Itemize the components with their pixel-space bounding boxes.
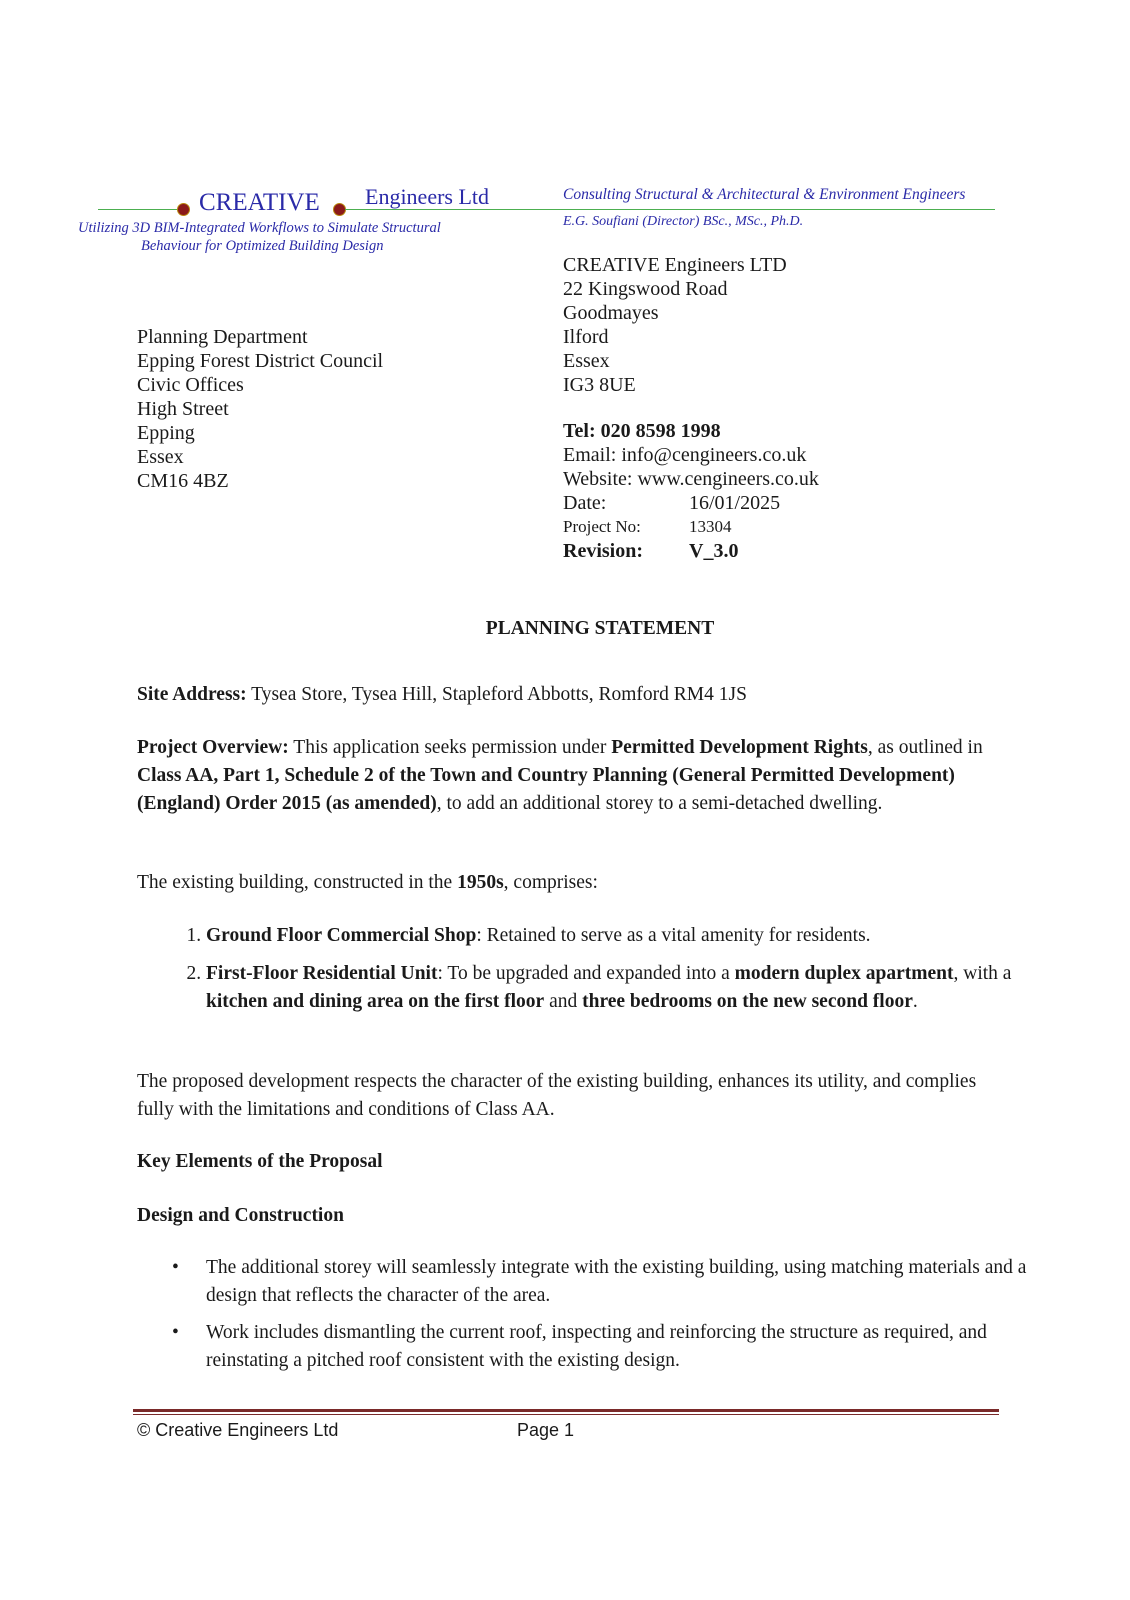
date-label: Date: (563, 492, 607, 514)
sender-line: IG3 8UE (563, 374, 636, 396)
project-value: 13304 (689, 517, 732, 536)
footer-rule-bottom (133, 1414, 999, 1415)
date-value: 16/01/2025 (689, 492, 781, 514)
brand-engineers: Engineers Ltd (365, 184, 490, 209)
tagline-line1: Utilizing 3D BIM-Integrated Workflows to Simulate Structural (78, 220, 441, 236)
meta-project (563, 515, 819, 539)
sender-website: Website: www.cengineers.co.uk (563, 468, 819, 490)
brand-line-left (98, 209, 183, 210)
recipient-address (137, 325, 383, 493)
overview-bold: Class AA, Part 1, Schedule 2 of the Town and Country Planning (General Permitted Development) (England) Order 2015 (as amended) (137, 765, 955, 814)
recipient-line: Civic Offices (137, 374, 244, 396)
sender-tel: Tel: 020 8598 1998 (563, 420, 721, 442)
sender-line: 22 Kingswood Road (563, 278, 728, 300)
footer-copyright: © Creative Engineers Ltd (137, 1420, 339, 1440)
building-items (137, 922, 1066, 1026)
item-bold: kitchen and dining area on the first floor (206, 991, 545, 1012)
recipient-line: CM16 4BZ (137, 470, 229, 492)
item-text: : Retained to serve as a vital amenity for residents. (476, 925, 871, 946)
existing-text: The existing building, constructed in the (137, 872, 458, 893)
item-text: , with a (953, 963, 1012, 984)
overview-text: , as outlined in (867, 737, 983, 758)
meta-revision (563, 539, 819, 563)
brand-dot-left (177, 203, 190, 216)
sender-email: Email: info@cengineers.co.uk (563, 444, 807, 466)
site-value: Tysea Store, Tysea Hill, Stapleford Abbotts, Romford RM4 1JS (246, 684, 747, 705)
recipient-line: Epping Forest District Council (137, 350, 384, 372)
director-line: E.G. Soufiani (Director) BSc., MSc., Ph.D. (563, 214, 804, 229)
item-text: and (544, 991, 583, 1012)
brand-creative: CREATIVE (199, 189, 320, 216)
revision-value: V_3.0 (689, 540, 739, 562)
design-bullets (137, 1254, 1066, 1384)
heading-design: Design and Construction (137, 1205, 344, 1226)
sender-address (563, 253, 819, 563)
revision-label: Revision: (563, 540, 643, 562)
list-item (206, 922, 1066, 950)
list-item: • The additional storey will seamlessly integrate with the existing building, using matching materials and a design that reflects the character of the area. (206, 1254, 1066, 1310)
recipient-line: Epping (137, 422, 195, 444)
document-title: PLANNING STATEMENT (485, 618, 715, 639)
recipient-line: Essex (137, 446, 184, 468)
overview-text: , to add an additional storey to a semi-detached dwelling. (436, 793, 883, 814)
site-label: Site Address: (137, 684, 247, 705)
site-address (137, 681, 997, 709)
footer-rule-top (133, 1409, 999, 1412)
sender-line: Ilford (563, 326, 609, 348)
item-text: : To be upgraded and expanded into a (437, 963, 735, 984)
item-bold: modern duplex apartment (734, 963, 954, 984)
item-bold: First-Floor Residential Unit (206, 963, 438, 984)
tagline-line2: Behaviour for Optimized Building Design (141, 238, 384, 254)
list-item (206, 960, 1066, 1016)
overview-bold: Permitted Development Rights (611, 737, 868, 758)
project-label: Project No: (563, 517, 641, 536)
consulting-line: Consulting Structural & Architectural & Environment Engineers (563, 186, 966, 203)
sender-line: Essex (563, 350, 610, 372)
meta-date (563, 491, 819, 515)
item-bold: Ground Floor Commercial Shop (206, 925, 477, 946)
heading-key-elements: Key Elements of the Proposal (137, 1151, 383, 1172)
footer-page-number: Page 1 (517, 1420, 575, 1440)
proposed-paragraph: The proposed development respects the character of the existing building, enhances its utility, and complies fully with the limitations and conditions of Class AA. (137, 1071, 977, 1120)
list-item: • Work includes dismantling the current roof, inspecting and reinforcing the structure as required, and reinstating a pitched roof consistent with the existing design. (206, 1319, 1066, 1375)
overview-text: This application seeks permission under (288, 737, 612, 758)
existing-building (137, 869, 997, 897)
sender-line: CREATIVE Engineers LTD (563, 254, 787, 276)
recipient-line: Planning Department (137, 326, 308, 348)
overview-label: Project Overview: (137, 737, 289, 758)
existing-bold: 1950s (457, 872, 504, 893)
project-overview (137, 734, 997, 818)
item-text: . (912, 991, 918, 1012)
existing-text: , comprises: (503, 872, 598, 893)
item-bold: three bedrooms on the new second floor (582, 991, 913, 1012)
sender-line: Goodmayes (563, 302, 659, 324)
recipient-line: High Street (137, 398, 229, 420)
